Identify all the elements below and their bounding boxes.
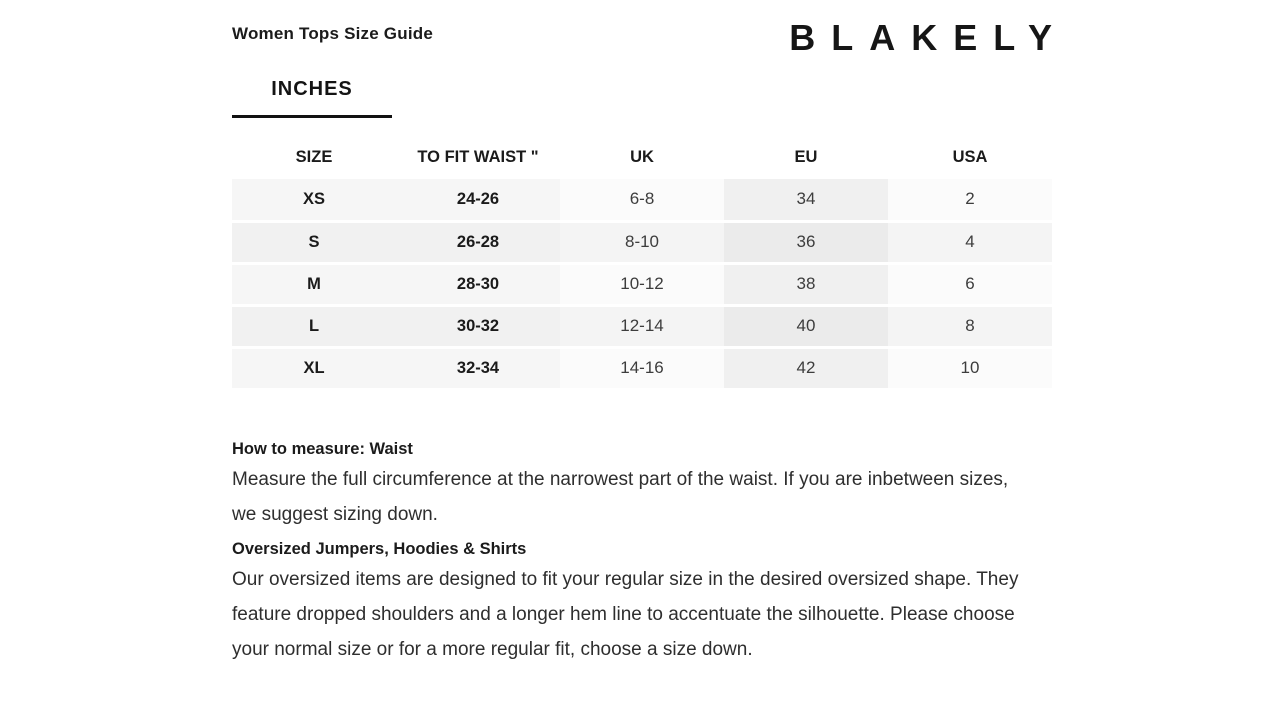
how-to-measure-body: Measure the full circumference at the narrowest part of the waist. If you are inbetween sizes, we suggest sizing down. — [232, 469, 1009, 525]
size-table-body — [232, 179, 1052, 389]
column-header-waist: TO FIT WAIST " — [396, 135, 560, 179]
tab-inches-label: INCHES — [271, 78, 353, 100]
notes-section — [232, 438, 1032, 673]
page-title: Women Tops Size Guide — [232, 24, 433, 43]
cell-uk: 8-10 — [560, 221, 724, 263]
oversized-body: Our oversized items are designed to fit your regular size in the desired oversized shape. They feature dropped shoulders and a longer hem line to accentuate the silhouette. Please choose your normal size or for a more regular fit, choose a size down. — [232, 569, 1019, 660]
cell-size: M — [232, 263, 396, 305]
tab-inches[interactable] — [232, 78, 392, 118]
table-row-m — [232, 263, 1052, 305]
brand-logo: BLAKELY — [789, 17, 1068, 58]
cell-usa: 8 — [888, 305, 1052, 347]
cell-usa: 10 — [888, 347, 1052, 389]
table-row-s — [232, 221, 1052, 263]
column-header-eu: EU — [724, 135, 888, 179]
cell-uk: 14-16 — [560, 347, 724, 389]
cell-uk: 10-12 — [560, 263, 724, 305]
cell-eu: 34 — [724, 179, 888, 221]
cell-eu: 42 — [724, 347, 888, 389]
cell-usa: 6 — [888, 263, 1052, 305]
cell-waist: 28-30 — [396, 263, 560, 305]
column-header-size: SIZE — [232, 135, 396, 179]
cell-waist: 30-32 — [396, 305, 560, 347]
cell-eu: 40 — [724, 305, 888, 347]
cell-usa: 4 — [888, 221, 1052, 263]
oversized-heading: Oversized Jumpers, Hoodies & Shirts — [232, 540, 527, 558]
column-header-usa: USA — [888, 135, 1052, 179]
size-table — [232, 135, 1052, 391]
cell-waist: 26-28 — [396, 221, 560, 263]
column-header-uk: UK — [560, 135, 724, 179]
cell-size: XL — [232, 347, 396, 389]
cell-waist: 24-26 — [396, 179, 560, 221]
cell-eu: 36 — [724, 221, 888, 263]
size-table-header — [232, 135, 1052, 179]
cell-waist: 32-34 — [396, 347, 560, 389]
cell-eu: 38 — [724, 263, 888, 305]
cell-size: S — [232, 221, 396, 263]
cell-uk: 12-14 — [560, 305, 724, 347]
cell-size: XS — [232, 179, 396, 221]
table-row-xl — [232, 347, 1052, 389]
cell-size: L — [232, 305, 396, 347]
how-to-measure-heading: How to measure: Waist — [232, 440, 413, 458]
table-row-l — [232, 305, 1052, 347]
header-row — [232, 135, 1052, 179]
cell-uk: 6-8 — [560, 179, 724, 221]
cell-usa: 2 — [888, 179, 1052, 221]
table-row-xs — [232, 179, 1052, 221]
